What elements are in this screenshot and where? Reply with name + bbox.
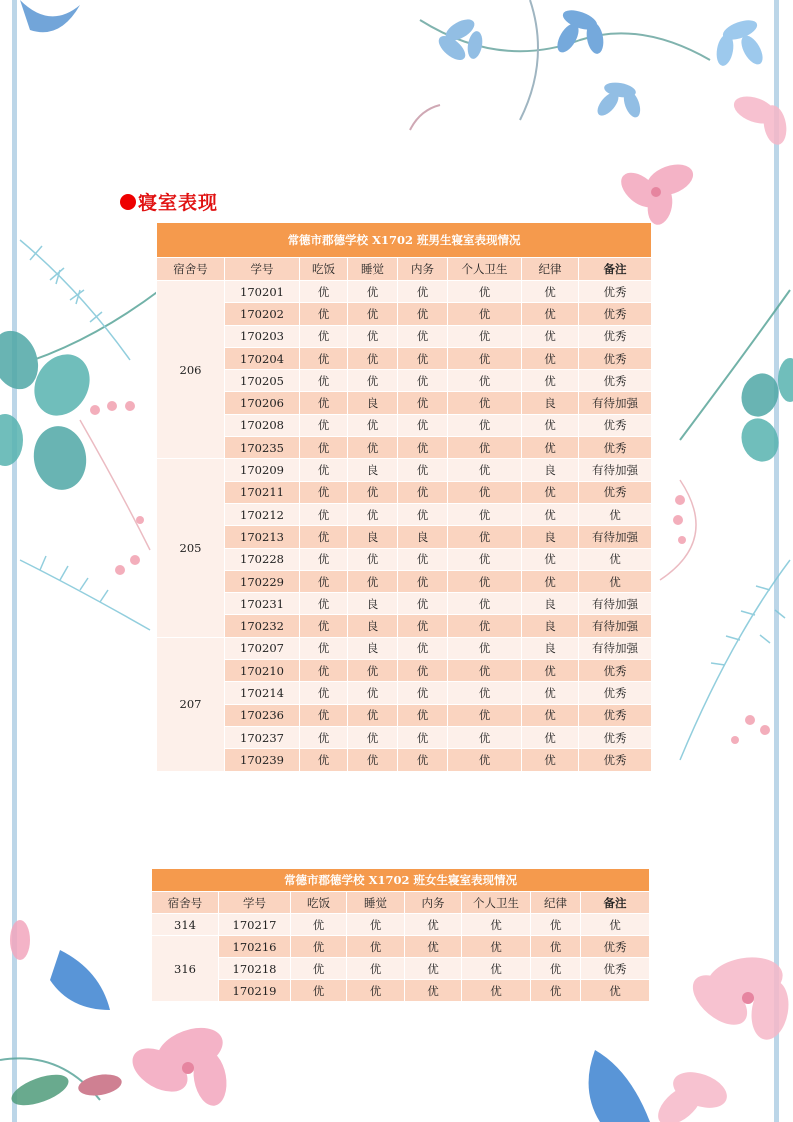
- table-cell: 优: [522, 370, 579, 392]
- column-header: 宿舍号: [152, 892, 219, 914]
- table-cell: 优: [398, 481, 448, 503]
- table-cell: 优: [300, 414, 348, 436]
- table-row: [157, 414, 652, 436]
- table-row: [157, 726, 652, 748]
- table-row: [157, 593, 652, 615]
- table-cell: 良: [522, 459, 579, 481]
- student-id-cell: 170217: [219, 914, 291, 936]
- student-id-cell: 170208: [225, 414, 300, 436]
- table-cell: 优: [300, 281, 348, 303]
- student-id-cell: 170235: [225, 437, 300, 459]
- table-cell: 优: [300, 347, 348, 369]
- table-cell: 优: [448, 548, 522, 570]
- table-cell: 良: [348, 526, 398, 548]
- student-id-cell: 170213: [225, 526, 300, 548]
- table-cell: 优: [398, 370, 448, 392]
- table-cell: 优: [300, 303, 348, 325]
- table-row: [152, 958, 650, 980]
- table-cell: 优: [300, 503, 348, 525]
- table-cell: 优: [448, 437, 522, 459]
- table-cell: 优: [448, 704, 522, 726]
- table-cell: 优: [300, 726, 348, 748]
- table-cell: 优: [291, 958, 347, 980]
- table-row: [157, 749, 652, 771]
- table-cell: 良: [398, 526, 448, 548]
- table-cell: 优: [300, 615, 348, 637]
- table-cell: 优: [522, 660, 579, 682]
- student-id-cell: 170204: [225, 347, 300, 369]
- table-cell: 优: [300, 749, 348, 771]
- table-cell: 优: [348, 660, 398, 682]
- table-row: [157, 660, 652, 682]
- table-cell: 优: [300, 593, 348, 615]
- table-row: [157, 325, 652, 347]
- table-cell: 优: [405, 980, 462, 1002]
- table-cell: 优: [448, 749, 522, 771]
- table-cell: 优: [398, 682, 448, 704]
- table-cell: 优: [398, 615, 448, 637]
- table-row: [157, 459, 652, 481]
- column-header: 备注: [581, 892, 650, 914]
- table-row: [157, 481, 652, 503]
- student-id-cell: 170210: [225, 660, 300, 682]
- table-cell: 优: [398, 414, 448, 436]
- table-cell: 优: [398, 570, 448, 592]
- room-number-cell: 314: [152, 914, 219, 936]
- column-header: 睡觉: [348, 258, 398, 281]
- table-header-row: [157, 258, 652, 281]
- table-cell: 良: [522, 392, 579, 414]
- table-cell: 优: [522, 749, 579, 771]
- student-id-cell: 170203: [225, 325, 300, 347]
- table-cell: 优: [448, 347, 522, 369]
- student-id-cell: 170236: [225, 704, 300, 726]
- table-cell: 优: [348, 347, 398, 369]
- table-cell: 优: [348, 749, 398, 771]
- table-cell: 优: [522, 281, 579, 303]
- table-cell: 优秀: [579, 347, 652, 369]
- table-cell: 优: [522, 414, 579, 436]
- table-cell: 优: [448, 526, 522, 548]
- table-cell: 优秀: [579, 660, 652, 682]
- table-cell: 优: [522, 437, 579, 459]
- table-cell: 优: [300, 481, 348, 503]
- table-cell: 优: [291, 980, 347, 1002]
- table-cell: 优: [398, 325, 448, 347]
- table-caption-row: [152, 869, 650, 892]
- student-id-cell: 170207: [225, 637, 300, 659]
- student-id-cell: 170232: [225, 615, 300, 637]
- table-cell: 优: [522, 503, 579, 525]
- table-cell: 良: [522, 593, 579, 615]
- student-id-cell: 170237: [225, 726, 300, 748]
- table-row: [157, 704, 652, 726]
- table-cell: 优: [531, 958, 581, 980]
- column-header: 个人卫生: [462, 892, 531, 914]
- table-cell: 优: [398, 637, 448, 659]
- table-cell: 优: [448, 459, 522, 481]
- table-cell: 优: [405, 936, 462, 958]
- table-cell: 优: [347, 936, 405, 958]
- table-cell: 优: [398, 660, 448, 682]
- table-cell: 优: [348, 325, 398, 347]
- table-cell: 优: [522, 548, 579, 570]
- table-cell: 优: [300, 325, 348, 347]
- student-id-cell: 170205: [225, 370, 300, 392]
- table-cell: 优: [348, 548, 398, 570]
- table-caption: 常德市郡德学校 X1702 班男生寝室表现情况: [157, 223, 652, 258]
- table-cell: 优: [348, 503, 398, 525]
- table-row: [157, 615, 652, 637]
- table-row: [157, 503, 652, 525]
- table-cell: 优: [448, 637, 522, 659]
- table-cell: 优: [581, 980, 650, 1002]
- student-id-cell: 170228: [225, 548, 300, 570]
- table-row: [157, 437, 652, 459]
- table-cell: 优: [348, 682, 398, 704]
- table-cell: 优: [462, 980, 531, 1002]
- section-heading: [120, 188, 218, 215]
- table-cell: 优秀: [579, 682, 652, 704]
- section-title: 寝室表现: [138, 192, 219, 214]
- table-cell: 优: [348, 303, 398, 325]
- table-cell: 良: [522, 526, 579, 548]
- table-cell: 优: [398, 548, 448, 570]
- table-cell: 良: [348, 637, 398, 659]
- table-cell: 有待加强: [579, 593, 652, 615]
- table-cell: 优: [581, 914, 650, 936]
- table-caption: 常德市郡德学校 X1702 班女生寝室表现情况: [152, 869, 650, 892]
- student-id-cell: 170219: [219, 980, 291, 1002]
- table-cell: 优: [300, 392, 348, 414]
- table-cell: 优: [522, 704, 579, 726]
- girls-dorm-table: [151, 868, 650, 1002]
- table-cell: 优秀: [579, 370, 652, 392]
- table-cell: 优: [398, 303, 448, 325]
- table-cell: 优: [300, 637, 348, 659]
- floral-top-decoration: [380, 0, 793, 240]
- table-cell: 优: [579, 570, 652, 592]
- table-row: [157, 682, 652, 704]
- table-cell: 优秀: [581, 936, 650, 958]
- student-id-cell: 170239: [225, 749, 300, 771]
- table-cell: 优: [348, 481, 398, 503]
- table-cell: 优: [579, 548, 652, 570]
- table-cell: 优: [398, 437, 448, 459]
- table-cell: 优: [448, 726, 522, 748]
- table-cell: 优: [522, 347, 579, 369]
- table-cell: 优: [348, 570, 398, 592]
- table-cell: 优秀: [579, 749, 652, 771]
- table-row: [157, 526, 652, 548]
- table-cell: 优: [522, 325, 579, 347]
- table-cell: 优: [398, 281, 448, 303]
- table-cell: 优秀: [579, 726, 652, 748]
- table-cell: 优: [462, 936, 531, 958]
- table-cell: 优: [448, 370, 522, 392]
- table-cell: 优秀: [579, 704, 652, 726]
- table-cell: 优: [398, 392, 448, 414]
- right-border-stripe: [774, 0, 779, 1122]
- table-cell: 优: [291, 914, 347, 936]
- table-cell: 优: [347, 914, 405, 936]
- table-row: [157, 281, 652, 303]
- table-cell: 优: [448, 660, 522, 682]
- table-row: [157, 637, 652, 659]
- column-header: 纪律: [531, 892, 581, 914]
- table-cell: 优: [522, 303, 579, 325]
- red-bullet-icon: [120, 194, 136, 210]
- table-cell: 优: [448, 682, 522, 704]
- table-row: [152, 936, 650, 958]
- student-id-cell: 170201: [225, 281, 300, 303]
- table-cell: 优: [531, 980, 581, 1002]
- table-cell: 优: [448, 414, 522, 436]
- table-caption-row: [157, 223, 652, 258]
- table-cell: 优: [348, 370, 398, 392]
- table-cell: 优: [531, 914, 581, 936]
- column-header: 睡觉: [347, 892, 405, 914]
- table-cell: 优: [448, 392, 522, 414]
- table-cell: 优: [300, 704, 348, 726]
- column-header: 学号: [219, 892, 291, 914]
- table-cell: 优: [522, 726, 579, 748]
- student-id-cell: 170229: [225, 570, 300, 592]
- table-cell: 良: [522, 615, 579, 637]
- table-cell: 优: [300, 526, 348, 548]
- student-id-cell: 170209: [225, 459, 300, 481]
- table-cell: 优: [300, 437, 348, 459]
- student-id-cell: 170206: [225, 392, 300, 414]
- table-cell: 优: [448, 503, 522, 525]
- table-cell: 优: [579, 503, 652, 525]
- column-header: 内务: [398, 258, 448, 281]
- table-row: [157, 303, 652, 325]
- table-cell: 优秀: [579, 414, 652, 436]
- table-cell: 有待加强: [579, 392, 652, 414]
- table-cell: 良: [348, 593, 398, 615]
- table-cell: 优秀: [579, 281, 652, 303]
- table-cell: 良: [348, 615, 398, 637]
- student-id-cell: 170218: [219, 958, 291, 980]
- table-cell: 优: [405, 958, 462, 980]
- table-cell: 优: [347, 958, 405, 980]
- table-cell: 优: [522, 682, 579, 704]
- table-cell: 优: [398, 503, 448, 525]
- table-row: [157, 347, 652, 369]
- table-cell: 良: [348, 392, 398, 414]
- student-id-cell: 170216: [219, 936, 291, 958]
- table-cell: 优: [531, 936, 581, 958]
- student-id-cell: 170214: [225, 682, 300, 704]
- table-cell: 优: [398, 704, 448, 726]
- table-cell: 优: [300, 682, 348, 704]
- column-header: 个人卫生: [448, 258, 522, 281]
- table-cell: 优: [398, 726, 448, 748]
- table-cell: 优秀: [579, 325, 652, 347]
- table-cell: 优: [398, 459, 448, 481]
- table-cell: 优: [522, 481, 579, 503]
- table-cell: 优: [291, 936, 347, 958]
- boys-dorm-table: [156, 222, 652, 772]
- table-cell: 优: [348, 281, 398, 303]
- room-number-cell: 207: [157, 637, 225, 771]
- table-cell: 优秀: [579, 303, 652, 325]
- table-row: [152, 914, 650, 936]
- table-cell: 有待加强: [579, 615, 652, 637]
- table-row: [157, 370, 652, 392]
- column-header: 学号: [225, 258, 300, 281]
- table-row: [152, 980, 650, 1002]
- table-cell: 优: [300, 459, 348, 481]
- column-header: 纪律: [522, 258, 579, 281]
- table-cell: 优: [300, 570, 348, 592]
- table-cell: 优: [348, 726, 398, 748]
- table-cell: 良: [348, 459, 398, 481]
- column-header: 吃饭: [291, 892, 347, 914]
- table-row: [157, 570, 652, 592]
- table-cell: 优: [448, 615, 522, 637]
- table-cell: 优: [300, 660, 348, 682]
- table-cell: 优: [348, 414, 398, 436]
- table-cell: 有待加强: [579, 637, 652, 659]
- student-id-cell: 170231: [225, 593, 300, 615]
- table-cell: 优: [462, 914, 531, 936]
- student-id-cell: 170212: [225, 503, 300, 525]
- table-cell: 优: [300, 370, 348, 392]
- table-row: [157, 392, 652, 414]
- table-row: [157, 548, 652, 570]
- table-cell: 良: [522, 637, 579, 659]
- table-cell: 优: [300, 548, 348, 570]
- table-cell: 优: [398, 593, 448, 615]
- table-cell: 优: [522, 570, 579, 592]
- student-id-cell: 170211: [225, 481, 300, 503]
- table-cell: 优: [448, 593, 522, 615]
- table-cell: 优: [398, 749, 448, 771]
- table-cell: 优秀: [581, 958, 650, 980]
- table-cell: 优: [448, 325, 522, 347]
- table-cell: 优秀: [579, 481, 652, 503]
- table-cell: 优: [348, 437, 398, 459]
- table-cell: 优: [448, 481, 522, 503]
- table-cell: 优: [405, 914, 462, 936]
- table-cell: 优: [448, 570, 522, 592]
- table-header-row: [152, 892, 650, 914]
- column-header: 吃饭: [300, 258, 348, 281]
- room-number-cell: 205: [157, 459, 225, 637]
- leaves-right-decoration: [640, 280, 793, 800]
- table-cell: 优: [448, 281, 522, 303]
- left-border-stripe: [12, 0, 17, 1122]
- table-cell: 优: [448, 303, 522, 325]
- column-header: 备注: [579, 258, 652, 281]
- table-cell: 优: [398, 347, 448, 369]
- table-cell: 优: [347, 980, 405, 1002]
- table-cell: 优: [462, 958, 531, 980]
- table-cell: 有待加强: [579, 526, 652, 548]
- column-header: 宿舍号: [157, 258, 225, 281]
- student-id-cell: 170202: [225, 303, 300, 325]
- table-cell: 优秀: [579, 437, 652, 459]
- leaves-left-decoration: [0, 230, 170, 650]
- room-number-cell: 206: [157, 281, 225, 459]
- table-cell: 优: [348, 704, 398, 726]
- table-cell: 有待加强: [579, 459, 652, 481]
- room-number-cell: 316: [152, 936, 219, 1002]
- column-header: 内务: [405, 892, 462, 914]
